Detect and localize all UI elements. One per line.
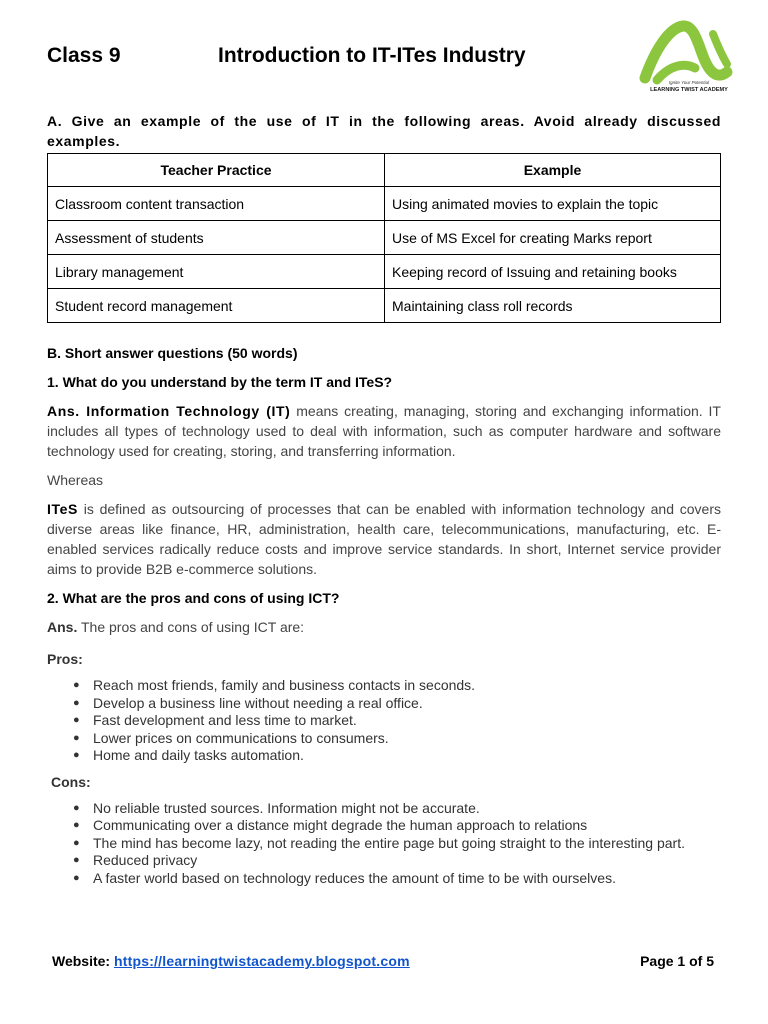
section-a-heading: A. Give an example of the use of IT in the following areas. Avoid already discussed examples.: [47, 113, 721, 149]
table-cell: Using animated movies to explain the topic: [385, 187, 721, 221]
list-item: ● The mind has become lazy, not reading the entire page but going straight to the interesting part.: [73, 834, 685, 851]
table-cell: Library management: [48, 255, 385, 289]
logo-tagline: Ignite Your Potential: [668, 80, 710, 85]
list-item: ● Develop a business line without needing a real office.: [73, 694, 423, 711]
bullet-icon: ●: [73, 679, 80, 691]
table-row: [48, 221, 721, 255]
pros-label: Pros:: [47, 651, 83, 667]
list-item: ● Reduced privacy: [73, 852, 198, 868]
cons-list: [47, 800, 721, 888]
logo-name: LEARNING TWIST ACADEMY: [650, 87, 728, 93]
bullet-icon: ●: [73, 871, 80, 884]
bullet-icon: ●: [73, 854, 80, 866]
table-row: [48, 255, 721, 289]
table-cell: Student record management: [48, 289, 385, 323]
ites-paragraph: [47, 499, 721, 579]
question-1: 1. What do you understand by the term IT and ITeS?: [47, 374, 393, 390]
list-item: ● Communicating over a distance might degrade the human approach to relations: [73, 817, 588, 833]
answer-2-lead: Ans.: [47, 619, 78, 635]
page-header: [47, 44, 637, 74]
list-item: ● Home and daily tasks automation.: [73, 747, 304, 763]
list-item: ● No reliable trusted sources. Information might not be accurate.: [73, 799, 480, 816]
website-label: Website:: [52, 953, 111, 969]
pros-list: [47, 677, 721, 765]
table-header-cell: Example: [385, 154, 721, 187]
list-item: ● Lower prices on communications to consumers.: [73, 729, 389, 746]
bullet-icon: ●: [73, 731, 80, 744]
class-label: Class 9: [47, 44, 121, 67]
bullet-icon: ●: [73, 696, 80, 709]
table-header-cell: Teacher Practice: [48, 154, 385, 187]
table-row: [48, 187, 721, 221]
answer-2-paragraph: [47, 617, 721, 637]
bullet-icon: ●: [73, 819, 80, 831]
table-row: [48, 289, 721, 323]
question-2: 2. What are the pros and cons of using ICT?: [47, 590, 340, 606]
bullet-icon: ●: [73, 714, 80, 726]
ites-lead: ITeS: [47, 501, 78, 517]
cons-label: Cons:: [51, 773, 91, 790]
answer-1-paragraph: [47, 401, 721, 461]
table-cell: Classroom content transaction: [48, 187, 385, 221]
ites-text: is defined as outsourcing of processes that can be enabled with information technology and covers diverse areas like finance, HR, administration, health care, telecommunications, manufacturing, etc. E-enabled services radically reduce costs and improve service standards. In short, Internet service provider aims to provide B2B e-commerce solutions.: [47, 501, 721, 577]
table-cell: Keeping record of Issuing and retaining books: [385, 255, 721, 289]
table-header-row: [48, 154, 721, 187]
bullet-icon: ●: [73, 836, 80, 849]
answer-2-text: The pros and cons of using ICT are:: [77, 619, 305, 635]
bullet-icon: ●: [73, 801, 80, 814]
whereas-text: Whereas: [47, 472, 104, 488]
list-item: ● Reach most friends, family and business contacts in seconds.: [73, 677, 476, 693]
page-number: Page 1 of 5: [640, 953, 714, 969]
page-footer: [52, 953, 714, 969]
table-cell: Assessment of students: [48, 221, 385, 255]
document-title: Introduction to IT-ITes Industry: [218, 44, 526, 67]
answer-1-text: means creating, managing, storing and exchanging information. IT includes all types of technology used to deal with information, such as computer hardware and software technology used for creating, storing, and transferring information.: [47, 403, 721, 459]
table-cell: Maintaining class roll records: [385, 289, 721, 323]
list-item: ● A faster world based on technology reduces the amount of time to be with ourselves.: [73, 869, 616, 886]
list-item: ● Fast development and less time to market.: [73, 712, 357, 728]
bullet-icon: ●: [73, 749, 80, 761]
table-cell: Use of MS Excel for creating Marks report: [385, 221, 721, 255]
answer-1-lead: Ans. Information Technology (IT): [47, 403, 291, 419]
academy-logo: [637, 20, 741, 100]
section-b-heading: B. Short answer questions (50 words): [47, 345, 298, 361]
website-link[interactable]: https://learningtwistacademy.blogspot.com: [113, 953, 410, 969]
teacher-practice-table: [47, 153, 721, 323]
document-body: [47, 111, 721, 887]
